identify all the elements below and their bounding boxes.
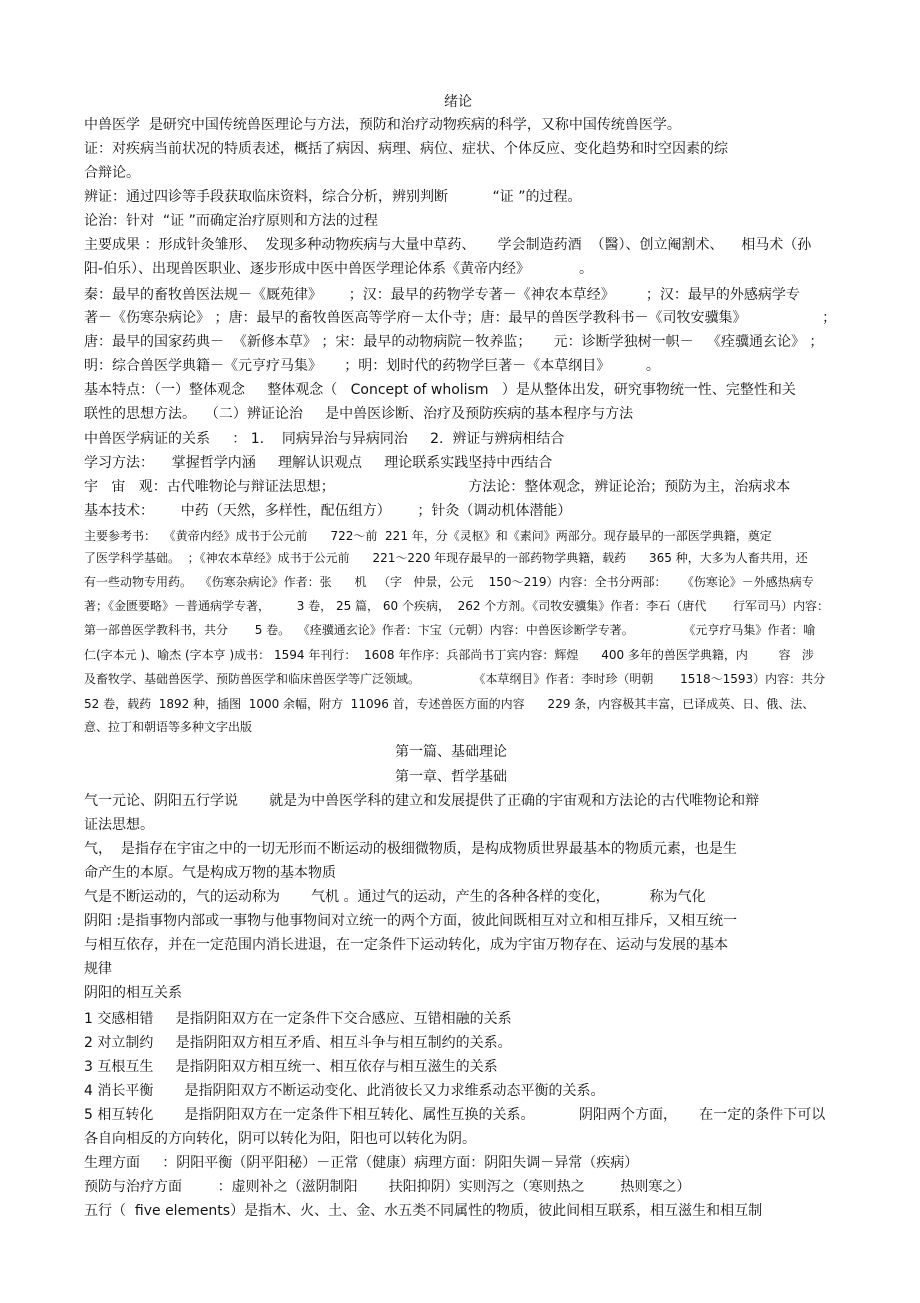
reference-line: 主要参考书： 《黄帝内经》成书于公元前 722～前 221 年，分《灵枢》和《素问》两部分。现存最早的一部医学典籍，奠定 xyxy=(84,529,772,543)
reference-line: 了医学科学基础。 ；《神农本草经》成书于公元前 221～220 年现存最早的一部药物学典籍，载药 365 种，大多为人畜共用，还 xyxy=(84,551,808,565)
chapter-line: 气， 是指存在宇宙之中的一切无形而不断运动的极细微物质，是构成物质世界最基本的物质元素，也是生 xyxy=(84,841,737,857)
chapter-line: 1 交感相错 是指阴阳双方在一定条件下交合感应、互错相融的关系 xyxy=(84,1011,512,1027)
reference-line: 52 卷，载药 1892 种，插图 1000 余幅，附方 11096 首，专述兽医方面的内容 229 条，内容极其丰富，已译成英、日、俄、法、 xyxy=(84,697,815,711)
intro-line: 论治：针对 “证 ”而确定治疗原则和方法的过程 xyxy=(84,213,378,229)
chapter-line: 气是不断运动的，气的运动称为 气机 。通过气的运动，产生的各种各样的变化， 称为气化 xyxy=(84,889,706,905)
intro-line: 基本特点：（一）整体观念 整体观念（ Concept of wholism ）是从整体出发，研究事物统一性、完整性和关 xyxy=(84,382,796,398)
reference-line: 及畜牧学、基础兽医学、预防兽医学和临床兽医学等广泛领域。 《本草纲目》作者：李时珍（明朝 1518～1593）内容：共分 xyxy=(84,672,826,686)
intro-line: 辨证：通过四诊等手段获取临床资料，综合分析，辨别判断 “证 ”的过程。 xyxy=(84,189,582,205)
intro-line: 中兽医学病证的关系 ： 1. 同病异治与异病同治 2. 辨证与辨病相结合 xyxy=(84,431,565,447)
intro-line: 基本技术： 中药（天然，多样性，配伍组方） ；针灸（调动机体潜能） xyxy=(84,503,572,519)
intro-line: 主要成果 ：形成针灸雏形、 发现多种动物疾病与大量中草药、 学会制造药酒 （醫）、创立阉割术、 相马术（孙 xyxy=(84,237,812,253)
reference-line: 意、拉丁和朝语等多种文字出版 xyxy=(84,720,253,734)
intro-line: 中兽医学 是研究中国传统兽医理论与方法，预防和治疗动物疾病的科学，又称中国传统兽医学。 xyxy=(84,117,681,133)
chapter-line: 气一元论、阴阳五行学说 就是为中兽医学科的建立和发展提供了正确的宇宙观和方法论的古代唯物论和辩 xyxy=(84,793,760,809)
part-heading: 第一篇、基础理论 xyxy=(395,744,507,760)
chapter-line: 2 对立制约 是指阴阳双方相互矛盾、相互斗争与相互制约的关系。 xyxy=(84,1035,512,1051)
chapter-line: 命产生的本原。气是构成万物的基本物质 xyxy=(84,865,336,881)
intro-line: 明：综合兽医学典籍－《元亨疗马集》 ；明：划时代的药物学巨著－《本草纲目》 。 xyxy=(84,358,660,374)
chapter-line: 5 相互转化 是指阴阳双方在一定条件下相互转化、属性互换的关系。 阴阳两个方面， 在一定的条件下可以 xyxy=(84,1107,826,1123)
chapter-line: 与相互依存，并在一定范围内消长进退，在一定条件下运动转化，成为宇宙万物存在、运动与发展的基本 xyxy=(84,937,728,953)
intro-line: 宇 宙 观：古代唯物论与辩证法思想； 方法论：整体观念，辨证论治；预防为主，治病求本 xyxy=(84,479,791,495)
reference-line: 有一些动物专用药。 《伤寒杂病论》作者：张 机 （字 仲景，公元 150～219）内容：全书分两部： 《伤寒论》－外感热病专 xyxy=(84,575,814,589)
document-title: 绪论 xyxy=(444,94,472,110)
intro-line: 阳-伯乐）、出现兽医职业、逐步形成中医中兽医学理论体系《黄帝内经》 。 xyxy=(84,261,594,277)
chapter-line: 阴阳的相互关系 xyxy=(84,985,182,1001)
chapter-line: 阴阳 :是指事物内部或一事物与他事物间对立统一的两个方面，彼此间既相互对立和相互排斥，又相互统一 xyxy=(84,913,738,929)
reference-line: 第一部兽医学教科书，共分 5 卷。 《痊骥通玄论》作者：卞宝（元朝）内容：中兽医诊断学专著。 《元亨疗马集》作者：喻 xyxy=(84,623,816,637)
chapter-line: 证法思想。 xyxy=(84,817,154,833)
intro-line: 证：对疾病当前状况的特质表述，概括了病因、病理、病位、症状、个体反应、变化趋势和时空因素的综 xyxy=(84,141,728,157)
chapter-line: 3 互根互生 是指阴阳双方相互统一、相互依存与相互滋生的关系 xyxy=(84,1059,498,1075)
chapter-line: 4 消长平衡 是指阴阳双方不断运动变化、此消彼长又力求维系动态平衡的关系。 xyxy=(84,1083,605,1099)
intro-line: 联性的思想方法。 （二）辨证论治 是中兽医诊断、治疗及预防疾病的基本程序与方法 xyxy=(84,406,634,422)
chapter-line: 五行（ five elements）是指木、火、土、金、水五类不同属性的物质，彼此间相互联系，相互滋生和相互制 xyxy=(84,1203,763,1219)
intro-line: 著－《伤寒杂病论》 ；唐：最早的畜牧兽医高等学府－太仆寺；唐：最早的兽医学教科书－《司牧安骥集》 ； xyxy=(84,310,837,326)
reference-line: 仁(字本元 )、喻杰 (字本亨 )成书： 1594 年刊行： 1608 年作序：兵部尚书丁宾内容：辉煌 400 多年的兽医学典籍，内 容 涉 xyxy=(84,648,814,662)
intro-line: 秦：最早的畜牧兽医法规－《厩苑律》 ；汉：最早的药物学专著－《神农本草经》 ；汉：最早的外感病学专 xyxy=(84,287,800,303)
intro-line: 唐：最早的国家药典－ 《新修本草》 ；宋：最早的动物病院－牧养监； 元：诊断学独树一帜－ 《痊骥通玄论》 ； xyxy=(84,334,824,350)
chapter-line: 规律 xyxy=(84,961,112,977)
chapter-line: 生理方面 ：阴阳平衡（阴平阳秘）－正常（健康）病理方面：阴阳失调－异常（疾病） xyxy=(84,1155,639,1171)
chapter-line: 各自向相反的方向转化，阴可以转化为阳，阳也可以转化为阴。 xyxy=(84,1131,476,1147)
reference-line: 著；《金匮要略》－普通病学专著， 3 卷， 25 篇， 60 个疾病， 262 个方剂。《司牧安骥集》作者：李石（唐代 行军司马）内容： xyxy=(84,599,830,613)
intro-line: 合辩论。 xyxy=(84,165,140,181)
chapter-line: 预防与治疗方面 ：虚则补之（滋阴制阳 扶阳抑阴）实则泻之（寒则热之 热则寒之） xyxy=(84,1179,691,1195)
chapter-heading: 第一章、哲学基础 xyxy=(395,769,507,785)
intro-line: 学习方法： 掌握哲学内涵 理解认识观点 理论联系实践坚持中西结合 xyxy=(84,455,553,471)
